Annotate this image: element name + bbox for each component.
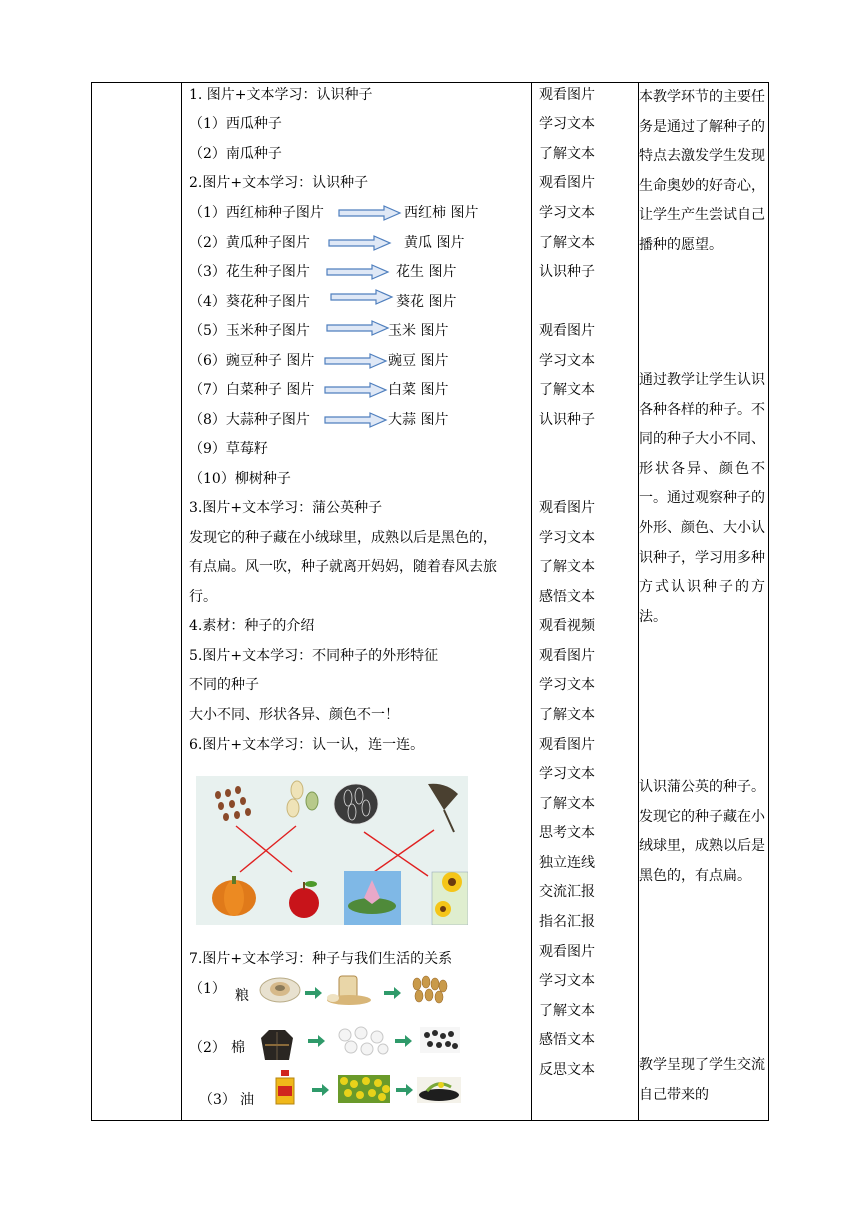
content-line: （10）柳树种子 bbox=[189, 471, 291, 487]
content-line: （1）西瓜种子 bbox=[189, 116, 282, 132]
activity-item: 学习文本 bbox=[539, 353, 595, 369]
activity-item: 感悟文本 bbox=[539, 589, 595, 605]
oil-bottle-image bbox=[273, 1070, 297, 1106]
seed-pair-right: 豌豆 图片 bbox=[388, 353, 449, 369]
seed-pair-right: 白菜 图片 bbox=[388, 382, 449, 398]
row-number: （1） bbox=[189, 981, 226, 997]
activity-item: 感悟文本 bbox=[539, 1032, 595, 1048]
row-word: 粮 bbox=[235, 988, 249, 1004]
arrow-right-icon bbox=[384, 987, 402, 999]
seed-pair-left: （1）西红柿种子图片 bbox=[189, 205, 324, 221]
seed-matching-image bbox=[196, 776, 468, 925]
activity-item: 反思文本 bbox=[539, 1062, 595, 1078]
content-line: 有点扁。风一吹，种子就离开妈妈，随着春风去旅 bbox=[189, 559, 497, 575]
arrow-right-icon bbox=[324, 382, 388, 398]
row-number: （3） bbox=[199, 1092, 236, 1108]
activity-item: 观看图片 bbox=[539, 648, 595, 664]
activity-item: 认识种子 bbox=[539, 412, 595, 428]
seed-pair-left: （4）葵花种子图片 bbox=[189, 294, 310, 310]
cotton-image bbox=[335, 1025, 391, 1057]
activity-item: 学习文本 bbox=[539, 677, 595, 693]
column-divider bbox=[531, 83, 532, 1120]
arrow-right-icon bbox=[324, 353, 388, 369]
activity-item: 思考文本 bbox=[539, 825, 595, 841]
seed-pair-left: （3）花生种子图片 bbox=[189, 264, 310, 280]
jacket-image bbox=[259, 1028, 295, 1062]
column-divider bbox=[181, 83, 182, 1120]
cotton-seed-image bbox=[420, 1027, 460, 1053]
wheat-grain-image bbox=[409, 974, 449, 1006]
activity-item: 了解文本 bbox=[539, 707, 595, 723]
content-line: 6.图片+文本学习：认一认，连一连。 bbox=[189, 737, 425, 753]
content-line: 7.图片+文本学习：种子与我们生活的关系 bbox=[189, 951, 453, 967]
activity-item: 交流汇报 bbox=[539, 884, 595, 900]
activity-item: 观看视频 bbox=[539, 618, 595, 634]
activity-item: 了解文本 bbox=[539, 146, 595, 162]
content-line: （2）南瓜种子 bbox=[189, 146, 282, 162]
content-line: 大小不同、形状各异、颜色不一！ bbox=[189, 707, 399, 723]
activity-item: 了解文本 bbox=[539, 796, 595, 812]
activity-item: 观看图片 bbox=[539, 737, 595, 753]
arrow-right-icon bbox=[330, 289, 394, 305]
content-line: 发现它的种子藏在小绒球里，成熟以后是黑色的， bbox=[189, 530, 497, 546]
seed-pair-right: 黄瓜 图片 bbox=[404, 235, 465, 251]
arrow-right-icon bbox=[328, 235, 392, 251]
flour-image bbox=[325, 972, 373, 1006]
activity-item: 观看图片 bbox=[539, 323, 595, 339]
activity-item: 观看图片 bbox=[539, 944, 595, 960]
content-line: 不同的种子 bbox=[189, 677, 259, 693]
rapeseed-image bbox=[417, 1077, 461, 1103]
activity-item: 学习文本 bbox=[539, 205, 595, 221]
seed-pair-left: （8）大蒜种子图片 bbox=[189, 412, 310, 428]
arrow-right-icon bbox=[324, 412, 388, 428]
content-line: 2.图片+文本学习：认识种子 bbox=[189, 175, 369, 191]
seed-pair-left: （5）玉米种子图片 bbox=[189, 323, 310, 339]
activity-item: 了解文本 bbox=[539, 559, 595, 575]
intent-paragraph: 本教学环节的主要任务是通过了解种子的特点去激发学生发现生命奥妙的好奇心，让学生产生尝试自己播种的愿望。 bbox=[639, 89, 765, 253]
arrow-right-icon bbox=[395, 1035, 413, 1047]
content-line: （9）草莓籽 bbox=[189, 441, 268, 457]
intent-paragraph: 认识蒲公英的种子。发现它的种子藏在小绒球里，成熟以后是黑色的，有点扁。 bbox=[639, 779, 765, 884]
activity-item: 观看图片 bbox=[539, 175, 595, 191]
content-line: 3.图片+文本学习：蒲公英种子 bbox=[189, 500, 383, 516]
intent-paragraph: 教学呈现了学生交流自己带来的 bbox=[639, 1057, 765, 1103]
arrow-right-icon bbox=[312, 1084, 330, 1096]
seed-pair-left: （7）白菜种子 图片 bbox=[189, 382, 315, 398]
rapeseed-field-image bbox=[338, 1075, 390, 1103]
row-word: 棉 bbox=[231, 1040, 245, 1056]
arrow-right-icon bbox=[396, 1084, 414, 1096]
arrow-right-icon bbox=[326, 264, 390, 280]
activity-item: 独立连线 bbox=[539, 855, 595, 871]
seed-pair-right: 花生 图片 bbox=[396, 264, 457, 280]
grain-image bbox=[258, 974, 302, 1006]
seed-pair-left: （6）豌豆种子 图片 bbox=[189, 353, 315, 369]
lesson-table bbox=[91, 82, 769, 1121]
content-line: 1. 图片+文本学习：认识种子 bbox=[189, 87, 373, 103]
arrow-right-icon bbox=[338, 205, 402, 221]
row-word: 油 bbox=[240, 1092, 254, 1108]
seed-pair-right: 葵花 图片 bbox=[396, 294, 457, 310]
content-line: 5.图片+文本学习：不同种子的外形特征 bbox=[189, 648, 439, 664]
activity-item: 学习文本 bbox=[539, 116, 595, 132]
activity-item: 指名汇报 bbox=[539, 914, 595, 930]
activity-item: 了解文本 bbox=[539, 235, 595, 251]
seed-pair-left: （2）黄瓜种子图片 bbox=[189, 235, 310, 251]
row-number: （2） bbox=[189, 1040, 226, 1056]
activity-item: 了解文本 bbox=[539, 382, 595, 398]
activity-item: 了解文本 bbox=[539, 1003, 595, 1019]
activity-item: 认识种子 bbox=[539, 264, 595, 280]
intent-paragraph: 通过教学让学生认识各种各样的种子。不同的种子大小不同、形状各异、颜色不一。通过观察种子的外形、颜色、大小认识种子，学习用多种方式认识种子的方法。 bbox=[639, 372, 765, 625]
arrow-right-icon bbox=[308, 1035, 326, 1047]
activity-item: 学习文本 bbox=[539, 530, 595, 546]
activity-item: 观看图片 bbox=[539, 500, 595, 516]
activity-item: 学习文本 bbox=[539, 973, 595, 989]
seed-pair-right: 西红柿 图片 bbox=[404, 205, 479, 221]
activity-item: 观看图片 bbox=[539, 87, 595, 103]
seed-pair-right: 玉米 图片 bbox=[388, 323, 449, 339]
seed-pair-right: 大蒜 图片 bbox=[388, 412, 449, 428]
arrow-right-icon bbox=[305, 987, 323, 999]
activity-item: 学习文本 bbox=[539, 766, 595, 782]
content-line: 行。 bbox=[189, 589, 217, 605]
content-line: 4.素材：种子的介绍 bbox=[189, 618, 315, 634]
arrow-right-icon bbox=[326, 320, 390, 336]
